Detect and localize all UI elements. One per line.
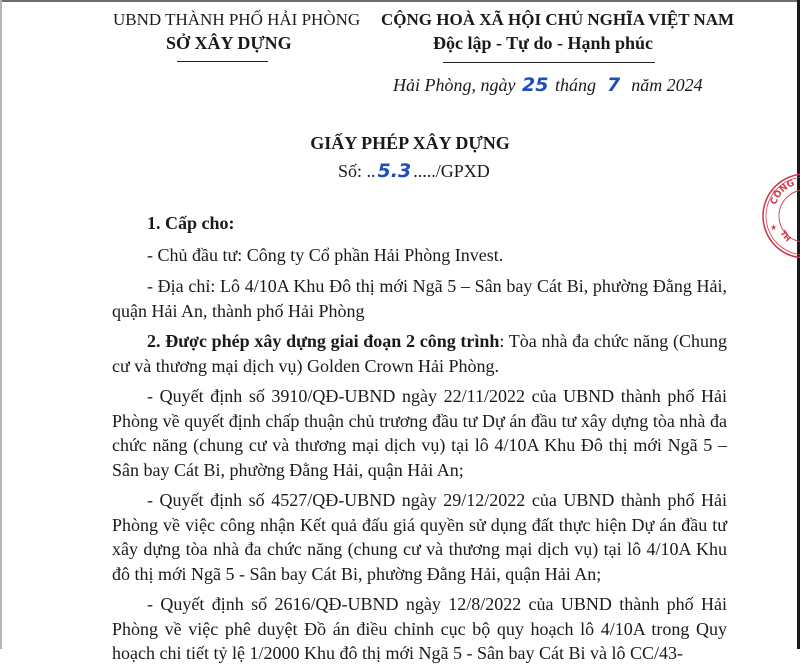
decision-4527: - Quyết định số 4527/QĐ-UBND ngày 29/12/2022 của UBND thành phố Hải Phòng về việc công nhận Kết quả đấu giá quyền sử dụng đất thực hiện Dự án đầu tư xây dựng tòa nhà đa chức năng (chung cư và thương mại dịch vụ) tại lô 4/10A Khu đô thị mới Ngã 5 - Sân bay Cát Bi, phường Đằng Hải, quận Hải An; xyxy=(112,490,727,584)
section-1-heading: 1. Cấp cho: xyxy=(147,213,235,233)
official-seal-icon xyxy=(757,168,800,258)
date-day-handwritten: 25 xyxy=(521,74,549,96)
issuing-authority: UBND THÀNH PHỐ HẢI PHÒNG xyxy=(113,10,361,29)
document-number xyxy=(338,160,490,182)
date-year: năm 2024 xyxy=(631,75,703,95)
page-frame-left xyxy=(0,0,2,649)
national-title: CỘNG HOÀ XÃ HỘI CHỦ NGHĨA VIỆT NAM xyxy=(381,10,735,29)
investor-line: - Chủ đầu tư: Công ty Cổ phần Hải Phòng Invest. xyxy=(147,244,504,265)
number-prefix: Số: .. xyxy=(338,161,376,181)
department-underline xyxy=(177,61,268,62)
motto-underline xyxy=(443,62,655,63)
decision-3910: - Quyết định số 3910/QĐ-UBND ngày 22/11/2022 của UBND thành phố Hải Phòng về quyết định chấp thuận chủ trương đầu tư Dự án đầu tư xây dựng tòa nhà đa chức năng (chung cư và thương mại dịch vụ) tại lô 4/10A Khu Đô thị mới Ngã 5 – Sân bay Cát Bi, phường Đằng Hải, quận Hải An; xyxy=(112,386,727,480)
address-line: - Địa chỉ: Lô 4/10A Khu Đô thị mới Ngã 5 – Sân bay Cát Bi, phường Đằng Hải, quận Hải An, thành phố Hải Phòng xyxy=(112,276,727,321)
date-line xyxy=(393,74,703,96)
svg-text:TH: TH xyxy=(778,228,793,244)
number-suffix: ...../GPXD xyxy=(413,161,490,181)
date-place-prefix: Hải Phòng, ngày xyxy=(393,75,516,95)
national-motto: Độc lập - Tự do - Hạnh phúc xyxy=(433,33,654,53)
svg-text:★: ★ xyxy=(770,223,778,232)
decision-2616: - Quyết định số 2616/QĐ-UBND ngày 12/8/2022 của UBND thành phố Hải Phòng về việc phê duyệt Đồ án điều chỉnh cục bộ quy hoạch lô 4/10A trong Quy hoạch chi tiết tỷ lệ 1/2000 Khu đô thị mới Ngã 5 - Sân bay Cát Bi và lô CC/43- xyxy=(112,594,727,663)
issuing-department: SỞ XÂY DỰNG xyxy=(166,33,292,53)
date-month-handwritten: 7 xyxy=(606,74,621,96)
section-2-paragraph xyxy=(112,329,727,378)
document-title: GIẤY PHÉP XÂY DỰNG xyxy=(310,133,510,153)
section-2-text: : Tòa nhà đa chức năng (Chung cư và thương mại dịch vụ) Golden Crown Hải Phòng. xyxy=(112,331,727,376)
page-frame-top xyxy=(0,0,800,2)
section-2-heading: 2. Được phép xây dựng giai đoạn 2 công trình xyxy=(147,331,500,351)
number-handwritten: 5.3 xyxy=(377,160,412,182)
date-month-label: tháng xyxy=(554,75,596,95)
document-body xyxy=(112,211,727,666)
svg-text:CÔNG: CÔNG xyxy=(769,178,797,207)
